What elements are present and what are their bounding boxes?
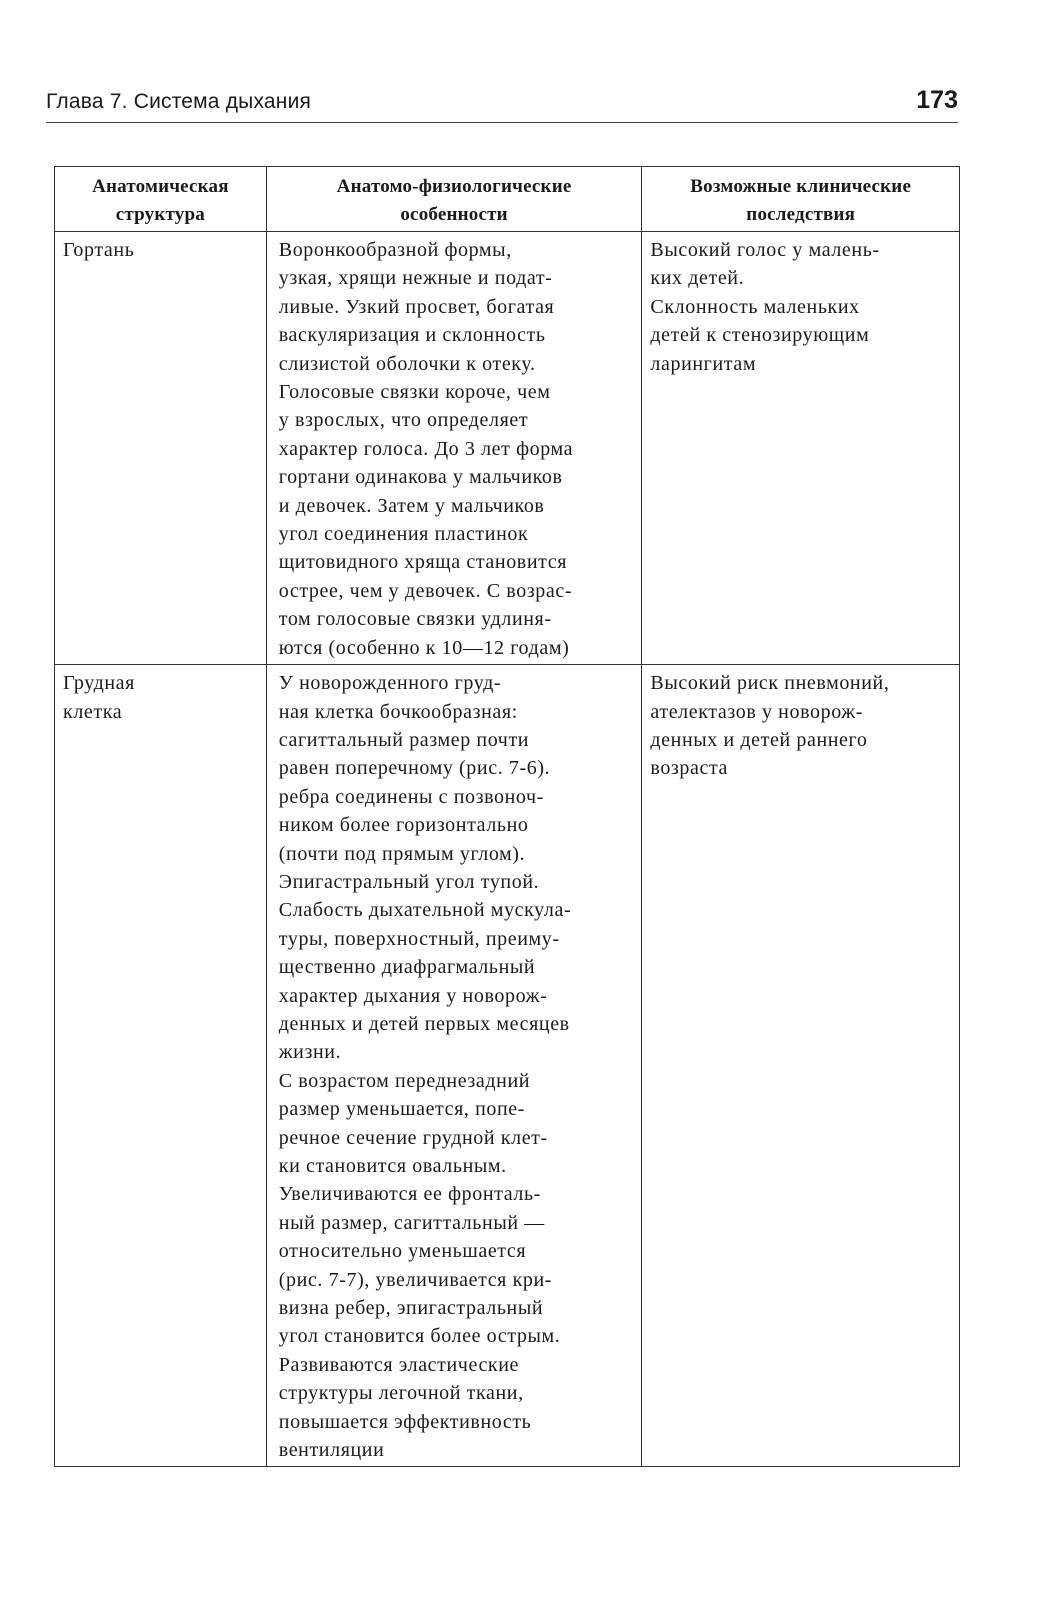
consequences-cell	[642, 232, 960, 665]
features-line: (почти под прямым углом).	[278, 842, 526, 865]
structure-cell	[55, 232, 267, 665]
features-line: том голосовые связки удлиня-	[278, 608, 552, 631]
features-line: у взрослых, что определяет	[278, 409, 529, 432]
features-line: повышается эффективность	[278, 1410, 532, 1433]
features-line: Развиваются эластические	[278, 1353, 520, 1376]
header-features	[266, 167, 642, 232]
features-line: Слабость дыхательной мускула-	[278, 899, 572, 922]
features-line: размер уменьшается, попе-	[278, 1098, 526, 1121]
features-line: туры, поверхностный, преиму-	[278, 927, 560, 950]
consequences-cell	[642, 665, 960, 1467]
consequences-line: детей к стенозирующим	[650, 324, 870, 347]
header-consequences	[642, 167, 960, 232]
header-line: особенности	[400, 204, 508, 225]
features-line: васкуляризация и склонность	[278, 324, 546, 347]
features-line: ются (особенно к 10—12 годам)	[278, 636, 570, 659]
features-line: Воронкообразной формы,	[278, 239, 512, 261]
structure-line: Грудная	[63, 672, 135, 695]
consequences-line: Высокий риск пневмоний,	[650, 672, 890, 695]
features-line: угол соединения пластинок	[278, 523, 529, 546]
features-line: равен поперечному (рис. 7-6).	[278, 757, 551, 780]
features-line: узкая, хрящи нежные и подат-	[278, 267, 553, 290]
features-line: ная клетка бочкообразная:	[278, 700, 518, 723]
consequences-line: Высокий голос у малень-	[650, 239, 880, 261]
structure-line: Гортань	[63, 239, 135, 261]
header-structure	[55, 167, 267, 232]
features-line: Эпигастральный угол тупой.	[278, 870, 540, 893]
header-line: Анатомическая	[92, 176, 229, 197]
consequences-line: денных и детей раннего	[650, 728, 868, 751]
features-line: денных и детей первых месяцев	[278, 1012, 570, 1035]
consequences-line: ларингитам	[650, 352, 757, 375]
features-line: ливые. Узкий просвет, богатая	[278, 295, 555, 318]
chapter-title: Глава 7. Система дыхания	[46, 90, 312, 113]
features-line: визна ребер, эпигастральный	[278, 1297, 544, 1320]
features-line: характер дыхания у новорож-	[278, 984, 548, 1007]
header-line: последствия	[746, 204, 856, 225]
features-line: ником более горизонтально	[278, 814, 529, 837]
structure-cell	[55, 665, 267, 1467]
features-line: относительно уменьшается	[278, 1240, 527, 1263]
features-line: Увеличиваются ее фронталь-	[278, 1183, 541, 1206]
header-line: Анатомо-физиологические	[336, 176, 572, 197]
header-line: структура	[115, 204, 205, 225]
consequences-line: ателектазов у новорож-	[650, 700, 863, 723]
features-line: Голосовые связки короче, чем	[278, 381, 551, 404]
consequences-line: Склонность маленьких	[650, 295, 860, 318]
features-line: вентиляции	[278, 1439, 385, 1462]
features-line: речное сечение грудной клет-	[278, 1126, 548, 1149]
running-head	[46, 86, 958, 123]
features-line: ки становится овальным.	[278, 1155, 507, 1177]
features-line: гортани одинакова у мальчиков	[278, 466, 563, 489]
features-line: У новорожденного груд-	[278, 672, 502, 695]
table-row	[55, 232, 960, 665]
features-cell	[266, 665, 642, 1467]
features-cell	[266, 232, 642, 665]
features-line: ребра соединены с позвоноч-	[278, 785, 544, 808]
page-number: 173	[916, 86, 958, 114]
features-line: жизни.	[278, 1041, 342, 1064]
features-line: угол становится более острым.	[278, 1325, 561, 1348]
anatomy-table	[54, 166, 960, 1467]
features-line: структуры легочной ткани,	[278, 1382, 524, 1405]
features-line: характер голоса. До 3 лет форма	[278, 437, 574, 460]
consequences-line: ких детей.	[650, 267, 745, 290]
features-line: щественно диафрагмальный	[278, 956, 536, 979]
table-row	[55, 665, 960, 1467]
features-line: (рис. 7-7), увеличивается кри-	[278, 1268, 553, 1291]
table-header-row	[55, 167, 960, 232]
structure-line: клетка	[63, 700, 123, 723]
features-line: С возрастом переднезадний	[278, 1069, 531, 1092]
features-line: сагиттальный размер почти	[278, 728, 530, 751]
features-line: ный размер, сагиттальный —	[278, 1211, 545, 1234]
features-line: щитовидного хряща становится	[278, 551, 568, 574]
features-line: острее, чем у девочек. С возрас-	[278, 579, 573, 602]
consequences-line: возраста	[650, 757, 729, 780]
features-line: и девочек. Затем у мальчиков	[278, 494, 545, 517]
features-line: слизистой оболочки к отеку.	[278, 352, 536, 375]
header-line: Возможные клинические	[690, 176, 912, 197]
